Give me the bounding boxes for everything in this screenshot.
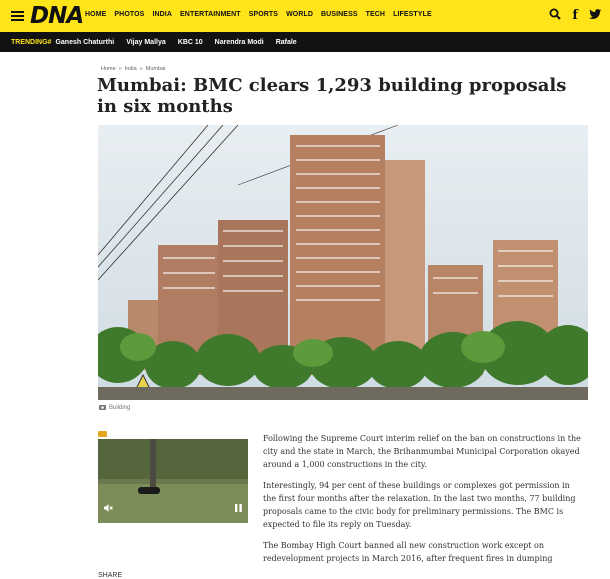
breadcrumb-separator: »: [139, 66, 143, 72]
top-navbar: [0, 0, 610, 32]
video-player[interactable]: [98, 439, 248, 523]
image-caption: [99, 404, 130, 412]
video-tag: [98, 431, 107, 437]
breadcrumb-separator: »: [118, 66, 122, 72]
header-icons: [549, 7, 602, 25]
trending-item[interactable]: KBC 10: [177, 38, 203, 46]
nav-india[interactable]: INDIA: [152, 11, 173, 18]
trending-item[interactable]: Ganesh Chaturthi: [55, 38, 115, 46]
search-icon[interactable]: [549, 7, 561, 25]
paragraph: Following the Supreme Court interim relief on the ban on constructions in the city and the state in March, the Brihanmumbai Municipal Corporation okayed around a 1,000 constructions in the city.: [263, 434, 581, 469]
trending-item[interactable]: Narendra Modi: [214, 38, 264, 46]
mute-icon[interactable]: [104, 499, 113, 517]
main-nav: [85, 11, 432, 18]
breadcrumb-mumbai[interactable]: Mumbai: [145, 66, 166, 72]
trending-bar: [0, 32, 610, 52]
trending-list: [55, 39, 296, 46]
paragraph: Interestingly, 94 per cent of these buildings or complexes got permission in the first four months after the relaxation. In the last two months, 77 building proposals came to the civic body for preliminary permissions. The BMC is expected to file its reply on Tuesday.: [263, 481, 576, 529]
trending-item[interactable]: Rafale: [275, 38, 297, 46]
article-headline: Mumbai: BMC clears 1,293 building proposals in six months: [97, 75, 567, 117]
nav-world[interactable]: WORLD: [286, 11, 314, 18]
article-body: [263, 432, 585, 573]
site-logo[interactable]: DNA: [30, 3, 84, 29]
pause-icon[interactable]: [235, 499, 242, 517]
paragraph: The Bombay High Court banned all new construction work except on redevelopment projects in March 2016, after frequent fires in dumping: [263, 541, 553, 563]
breadcrumb-india[interactable]: India: [124, 66, 137, 72]
breadcrumb: [101, 66, 165, 72]
nav-photos[interactable]: PHOTOS: [114, 11, 145, 18]
share-label[interactable]: SHARE: [98, 572, 123, 579]
trending-item[interactable]: Vijay Mallya: [126, 38, 166, 46]
nav-lifestyle[interactable]: LIFESTYLE: [393, 11, 432, 18]
hero-image: [98, 125, 588, 400]
menu-icon[interactable]: [11, 11, 24, 21]
twitter-icon[interactable]: [589, 7, 602, 25]
nav-business[interactable]: BUSINESS: [321, 11, 358, 18]
camera-icon: [99, 404, 106, 412]
nav-sports[interactable]: SPORTS: [248, 11, 279, 18]
nav-tech[interactable]: TECH: [365, 11, 386, 18]
trending-label: TRENDING#: [11, 38, 52, 46]
nav-entertainment[interactable]: ENTERTAINMENT: [180, 11, 241, 18]
breadcrumb-home[interactable]: Home: [101, 66, 116, 72]
nav-home[interactable]: HOME: [85, 11, 107, 18]
facebook-icon[interactable]: f: [572, 8, 578, 23]
caption-text: Building: [109, 405, 131, 411]
